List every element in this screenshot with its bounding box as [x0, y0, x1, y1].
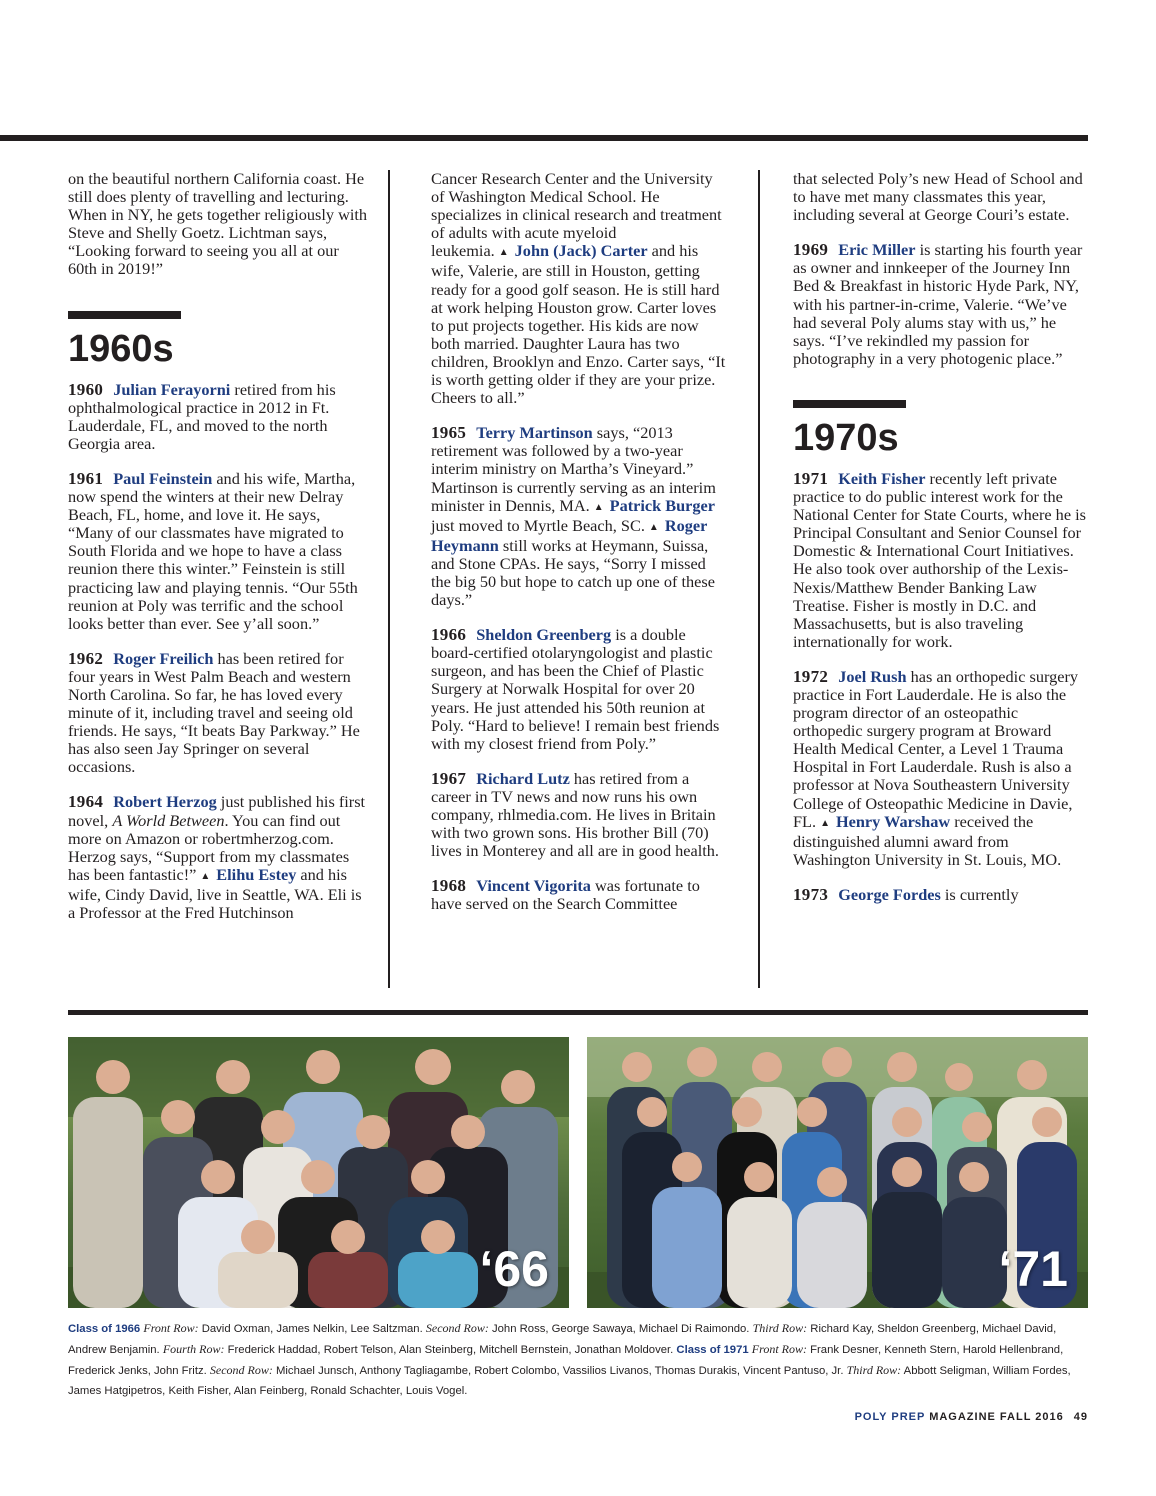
entry-1960 [68, 381, 368, 453]
alumni-name: Julian Ferayorni [113, 379, 231, 399]
alumni-name: Roger Freilich [113, 648, 214, 668]
page-footer [855, 1411, 1088, 1423]
column-3 [793, 170, 1088, 921]
entry-1961 [68, 470, 368, 633]
caption-class-1971: Class of 1971 [676, 1344, 749, 1356]
entry-text: and his wife, Cindy David, live in Seattle, WA. Eli is a Professor at the Fred Hutchinson [68, 864, 362, 922]
decade-heading-1960s: 1960s [68, 327, 174, 370]
decade-heading-1970s: 1970s [793, 416, 899, 459]
class-year-label: ‘71 [998, 1241, 1068, 1297]
top-rule [0, 135, 1088, 141]
entry-text: is currently [940, 884, 1019, 904]
caption-names: John Ross, George Sawaya, Michael Di Raimondo. [488, 1323, 753, 1335]
alumni-name: Patrick Burger [609, 495, 715, 515]
column-divider [388, 170, 390, 988]
caption-row-label: Third Row: [752, 1321, 808, 1335]
alumni-name: Vincent Vigorita [476, 876, 591, 896]
col3-intro: that selected Poly’s new Head of School and to have met many classmates this year, including several at George Couri’s estate. [793, 169, 1083, 225]
entry-1964 [68, 793, 368, 922]
year-label: 1961 [68, 468, 104, 488]
caption-row-label: Second Row: [209, 1363, 273, 1377]
col1-intro: on the beautiful northern California coast. He still does plenty of travelling and lecturing. When in NY, he gets together religiously with Steve and Shelly Goetz. Lichtman says, “Looking forward to seeing you all at our 60th in 2019!” [68, 169, 368, 279]
year-label: 1966 [431, 625, 467, 645]
alumni-name: Sheldon Greenberg [476, 625, 612, 645]
alumni-name: Richard Lutz [476, 768, 570, 788]
year-label: 1965 [431, 423, 467, 443]
triangle-icon: ▲ [200, 870, 211, 882]
entry-1971 [793, 470, 1088, 651]
caption-class-1966: Class of 1966 [68, 1323, 141, 1335]
magazine-brand: POLY PREP [854, 1411, 926, 1423]
col2-intro [431, 170, 727, 407]
entry-1973 [793, 886, 1088, 904]
caption-row-label: Third Row: [846, 1363, 902, 1377]
year-label: 1972 [793, 666, 829, 686]
entry-1969 [793, 241, 1088, 368]
entry-text: has been retired for four years in West Palm Beach and western North Carolina. So far, he has loved every minute of it, including travel and seeing old friends. He says, “It beats Bay Parkway.” He has also seen Jay Springer on several occasions. [68, 648, 360, 777]
year-label: 1969 [793, 240, 829, 260]
alumni-name: Joel Rush [838, 666, 907, 686]
entry-text: is starting his fourth year as owner and innkeeper of the Journey Inn Bed & Breakfast in historic Hyde Park, NY, with his partner-in-crime, Valerie. “We’ve had several Poly alums stay with us,” he says. “I’ve rekindled my passion for photography in a very photogenic place.” [793, 240, 1083, 368]
entry-text: and his wife, Valerie, are still in Houston, getting ready for a good golf season. He is still hard at work helping Houston grow. Carter loves to put projects together. His kids are now both married. Daughter Laura has two children, Brooklyn and Enzo. Carter says, “It is worth getting older if they are your prize. Cheers to all.” [431, 241, 726, 408]
book-title: A World Between [112, 810, 225, 830]
entry-1965 [431, 424, 727, 609]
caption-row-label: Front Row: [143, 1321, 199, 1335]
alumni-name: Henry Warshaw [835, 811, 951, 831]
photo-rule [68, 1010, 1088, 1015]
entry-text: has an orthopedic surgery practice in Fort Lauderdale. He is also the program director of an osteopathic orthopedic surgery program at Broward Health Medical Center, a Level 1 Trauma Hospital in Fort Lauderdale. Rush is also a professor at Nova Southeastern University College of Osteopathic Medicine in Davie, FL. [793, 666, 1079, 831]
entry-text: retired from his ophthalmological practice in 2012 in Ft. Lauderdale, FL, and moved to the north Georgia area. [68, 379, 336, 453]
entry-1962 [68, 650, 368, 777]
triangle-icon: ▲ [498, 247, 509, 259]
year-label: 1968 [431, 876, 467, 896]
magazine-issue: MAGAZINE FALL 2016 [925, 1411, 1064, 1423]
class-of-1966-photo [68, 1037, 569, 1308]
alumni-name: John (Jack) Carter [514, 241, 648, 261]
entry-1966 [431, 626, 727, 753]
triangle-icon: ▲ [648, 521, 659, 533]
page-number: 49 [1073, 1411, 1088, 1423]
entry-1972 [793, 668, 1088, 869]
triangle-icon: ▲ [593, 501, 604, 513]
caption-names: David Oxman, James Nelkin, Lee Saltzman. [198, 1323, 426, 1335]
alumni-name: Paul Feinstein [113, 468, 213, 488]
year-label: 1973 [793, 884, 829, 904]
alumni-name: Elihu Estey [216, 864, 297, 884]
year-label: 1971 [793, 468, 829, 488]
year-label: 1964 [68, 792, 104, 812]
caption-row-label: Fourth Row: [162, 1342, 225, 1356]
photo-caption [68, 1318, 1088, 1401]
entry-text: has retired from a career in TV news and now runs his own company, rhlmedia.com. He lives in Britain with two grown sons. His brother Bill (70) lives in Monterey and all are in good health. [431, 768, 720, 861]
caption-names: Frank Desner, Kenneth Stern, Harold Hellenbrand, Frederick Jenks, John Fritz. [68, 1344, 1064, 1377]
caption-names: Michael Junsch, Anthony Tagliagambe, Robert Colombo, Vassilios Livanos, Thomas Durakis, Vincent Pantuso, Jr. [272, 1365, 847, 1377]
year-label: 1962 [68, 648, 104, 668]
decade-bar-1970s [793, 400, 906, 408]
entry-text: is a double board-certified otolaryngologist and plastic surgeon, and has been the Chief of Plastic Surgery at Norwalk Hospital for over 20 years. He just attended his 50th reunion at Poly. “Hard to believe! I remain best friends with my closest friend from Poly.” [431, 625, 720, 753]
entry-text: received the distinguished alumni award from Washington University in St. Louis, MO. [793, 811, 1062, 869]
entry-text: . You can find out more on Amazon or robertmherzog.com. Herzog says, “Support from my classmates has been fantastic!” [68, 810, 350, 884]
entry-1967 [431, 770, 727, 860]
year-label: 1960 [68, 379, 104, 399]
entry-text: just published his first novel, [68, 792, 366, 830]
entry-text: still works at Heymann, Suissa, and Stone CPAs. He says, “Sorry I missed the big 50 but hope to catch up one of these days.” [431, 535, 715, 610]
column-2 [431, 170, 727, 930]
caption-names: Frederick Haddad, Robert Telson, Alan Steinberg, Mitchell Bernstein, Jonathan Moldover. [224, 1344, 677, 1356]
decade-bar-1960s [68, 311, 181, 319]
alumni-name: George Fordes [838, 884, 941, 904]
column-divider [758, 170, 760, 988]
entry-text: was fortunate to have served on the Search Committee [431, 876, 700, 914]
entry-text: recently left private practice to do public interest work for the National Center for State Courts, where he is Principal Consultant and Senior Counsel for Domestic & International Court Initiatives. He also took over authorship of the Lexis-Nexis/Matthew Bender Banking Law Treatise. Fisher is mostly in D.C. and Massachusetts, but is also traveling internationally for work. [793, 468, 1086, 651]
alumni-name: Keith Fisher [838, 468, 926, 488]
entry-text: Cancer Research Center and the University of Washington Medical School. He specializes in clinical research and treatment of adults with acute myeloid leukemia. [431, 169, 722, 261]
entry-text: and his wife, Martha, now spend the winters at their new Delray Beach, FL, home, and love it. He says, “Many of our classmates have migrated to South Florida and we hope to have a class reunion there this winter.” Feinstein is still practicing law and playing tennis. “Our 55th reunion at Poly was terrific and the school looks better than ever. See y’all soon.” [68, 468, 358, 633]
caption-names: Abbott Seligman, William Fordes, James Hatgipetros, Keith Fisher, Alan Feinberg, Ronald Schachter, Louis Vogel. [68, 1365, 1071, 1397]
alumni-name: Roger Heymann [431, 515, 708, 555]
alumni-name: Eric Miller [838, 240, 916, 260]
class-of-1971-photo [587, 1037, 1088, 1308]
caption-names: Richard Kay, Sheldon Greenberg, Michael David, Andrew Benjamin. [68, 1323, 1057, 1356]
year-label: 1967 [431, 768, 467, 788]
triangle-icon: ▲ [820, 817, 830, 829]
entry-1968 [431, 877, 727, 913]
column-1 [68, 170, 368, 939]
caption-row-label: Front Row: [751, 1342, 807, 1356]
class-year-label: ‘66 [479, 1241, 549, 1297]
alumni-name: Robert Herzog [113, 792, 217, 812]
entry-text: just moved to Myrtle Beach, SC. [431, 515, 645, 535]
entry-text: says, “2013 retirement was followed by a two-year interim ministry on Martha’s Vineyard.” Martinson is currently serving as an interim minister in Dennis, MA. [431, 423, 716, 515]
caption-row-label: Second Row: [425, 1321, 489, 1335]
alumni-name: Terry Martinson [476, 423, 593, 443]
